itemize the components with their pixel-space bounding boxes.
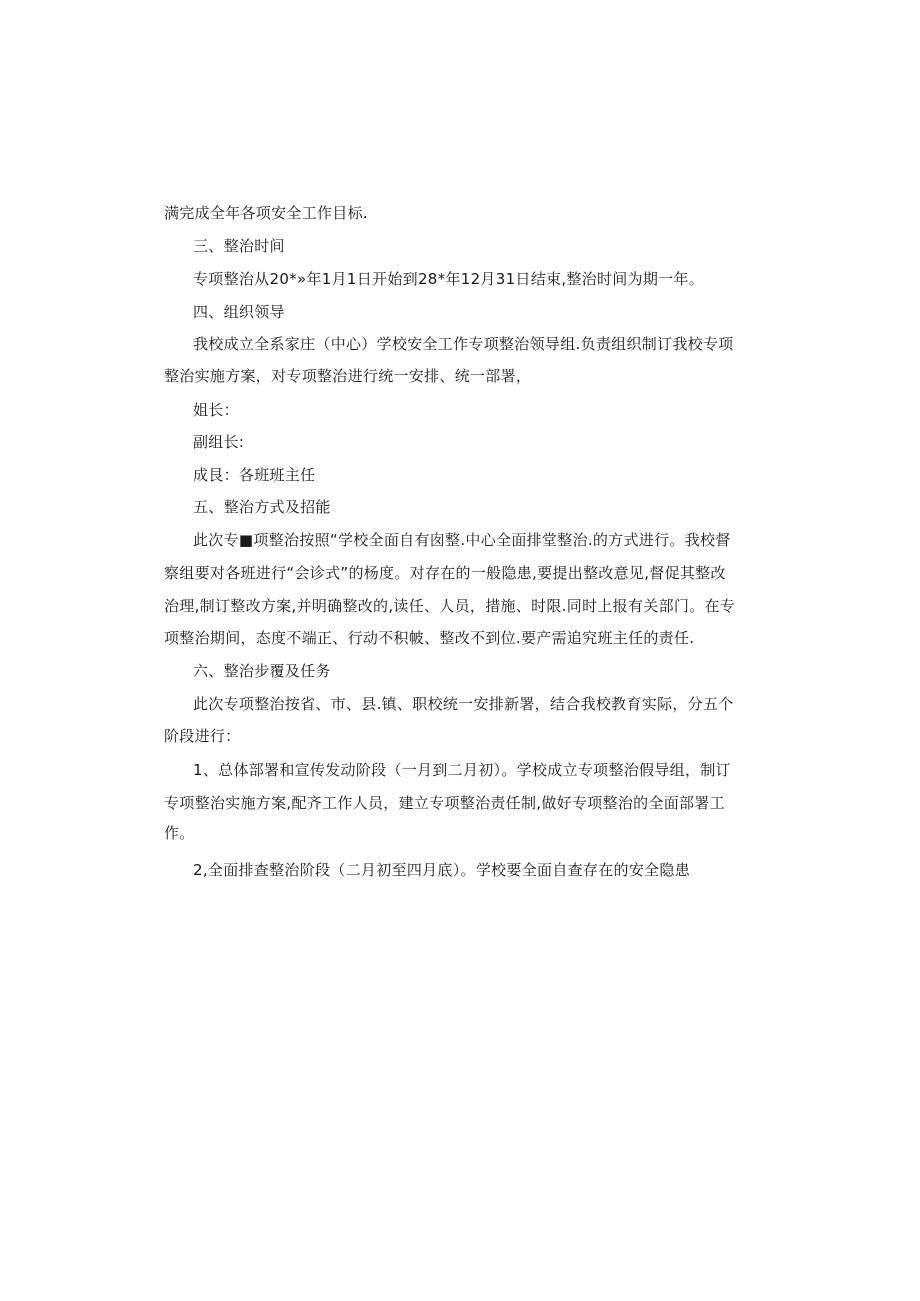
paragraph-continuation: 满完成全年各项安全工作目标. <box>164 204 368 222</box>
step-2-line-1: 2,全面排查整治阶段（二月初至四月底）。学校要全面自查存在的安全隐患 <box>193 861 691 879</box>
section-heading-6: 六、整治步覆及任务 <box>193 662 331 680</box>
paragraph-method-line-2: 察组要对各班进行“会诊式”的杨度。对存在的一般隐患,要提出整改意见,督促其整改 <box>164 564 726 582</box>
step-1-line-2: 专项整治实施方案,配齐工作人员，建立专项整治责任制,做好专项整治的全面部署工 <box>164 794 725 812</box>
paragraph-org-line-2: 整治实施方案，对专项整治进行统一安排、统一部署， <box>164 367 532 385</box>
members-label: 成艮：各班班主任 <box>193 466 316 484</box>
section-heading-3: 三、整治时间 <box>193 237 285 255</box>
paragraph-method-line-4: 项整治期间，态度不端正、行动不积帔、整改不到位.要产需追究班主任的责任. <box>164 629 695 647</box>
step-1-line-3: 作。 <box>164 824 195 842</box>
deputy-leader-label: 副组长: <box>193 433 245 451</box>
paragraph-time: 专项整治从20*»年1月1日开始到28*年12月31日结束,整治时间为期一年。 <box>193 270 705 288</box>
paragraph-method-line-1: 此次专■项整治按照“学校全面自有囱整.中心全面排堂整治.的方式进行。我校督 <box>193 531 731 549</box>
paragraph-method-line-3: 治理,制订整改方案,并明确整改的,读任、人员，措施、时限.同时上报有关部门。在专 <box>164 597 736 615</box>
paragraph-steps-line-1: 此次专项整治按省、市、县.镇、职校统一安排新署，结合我校教育实际，分五个 <box>193 695 734 713</box>
paragraph-steps-line-2: 阶段进行： <box>164 727 241 745</box>
section-heading-5: 五、整治方式及招能 <box>193 498 331 516</box>
leader-label: 姐长： <box>193 401 239 419</box>
section-heading-4: 四、组织领导 <box>193 303 285 321</box>
paragraph-org-line-1: 我校成立全系家庄（中心）学校安全工作专项整治领导组.负责组织制订我校专项 <box>193 335 734 353</box>
step-1-line-1: 1、总体部署和宣传发动阶段（一月到二月初）。学校成立专项整治假导组，制订 <box>193 761 731 779</box>
